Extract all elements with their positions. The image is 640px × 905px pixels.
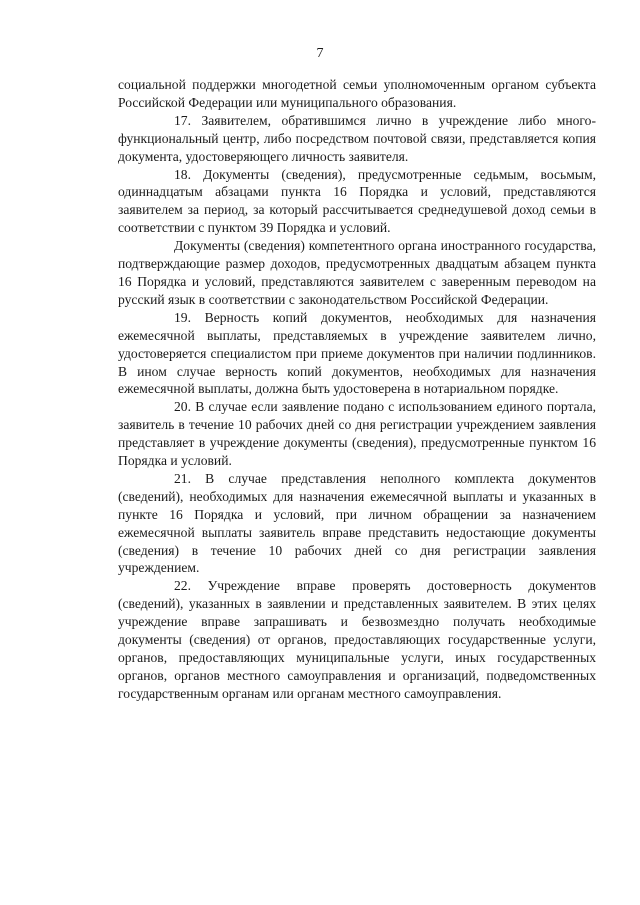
page-number: 7 bbox=[316, 46, 324, 61]
paragraph-20: 20. В случае если заявление подано с использованием единого портала, заявитель в течение 10 рабочих дней со дня регистрации учреждением заявления представляет в учреждение документы (сведения), предусмотренные пунктом 16 Порядка и условий. bbox=[118, 399, 596, 469]
paragraph-17: 17. Заявителем, обратившимся лично в учреждение либо много-функциональный центр, либо посредством почтовой связи, представляется копия документа, удостоверяющего личность заявителя. bbox=[118, 112, 596, 164]
paragraph-continuation: социальной поддержки многодетной семьи уполномоченным органом субъекта Российской Федерации или муниципального образования. bbox=[118, 77, 596, 110]
document-body bbox=[118, 76, 596, 703]
paragraph-19: 19. Верность копий документов, необходимых для назначения ежемесячной выплаты, представляемых в учреждение заявителем лично, удостоверяется специалистом при приеме документов при наличии подлинников. В ином случае верность копий документов, необходимых для назначения ежемесячной выплаты, должна быть удостоверена в нотариальном порядке. bbox=[118, 309, 596, 397]
paragraph-18-foreign-documents: Документы (сведения) компетентного органа иностранного государства, подтверждающие размер доходов, предусмотренных двадцатым абзацем пункта 16 Порядка и условий, представляются заявителем с заверенным переводом на русский язык в соответствии с законодательством Российской Федерации. bbox=[118, 238, 596, 307]
paragraph-21: 21. В случае представления неполного комплекта документов (сведений), необходимых для назначения ежемесячной выплаты и указанных в пункте 16 Порядка и условий, при личном обращении за назначением ежемесячной выплаты заявитель вправе представить недостающие документы (сведения) в течение 10 рабочих дней со дня регистрации заявления учреждением. bbox=[118, 470, 596, 576]
paragraph-18: 18. Документы (сведения), предусмотренные седьмым, восьмым, одиннадцатым абзацами пункта 16 Порядка и условий, представляются заявителем за период, за который рассчитывается среднедушевой доход семьи в соответствии с пунктом 39 Порядка и условий. bbox=[118, 166, 596, 236]
paragraph-22: 22. Учреждение вправе проверять достоверность документов (сведений), указанных в заявлении и представленных заявителем. В этих целях учреждение вправе запрашивать и безвозмездно получать необходимые документы (сведения) от органов, предоставляющих государственные услуги, органов, предоставляющих муниципальные услуги, иных государственных органов, органов местного самоуправления и организаций, подведомственных государственным органам или органам местного самоуправления. bbox=[118, 578, 596, 701]
